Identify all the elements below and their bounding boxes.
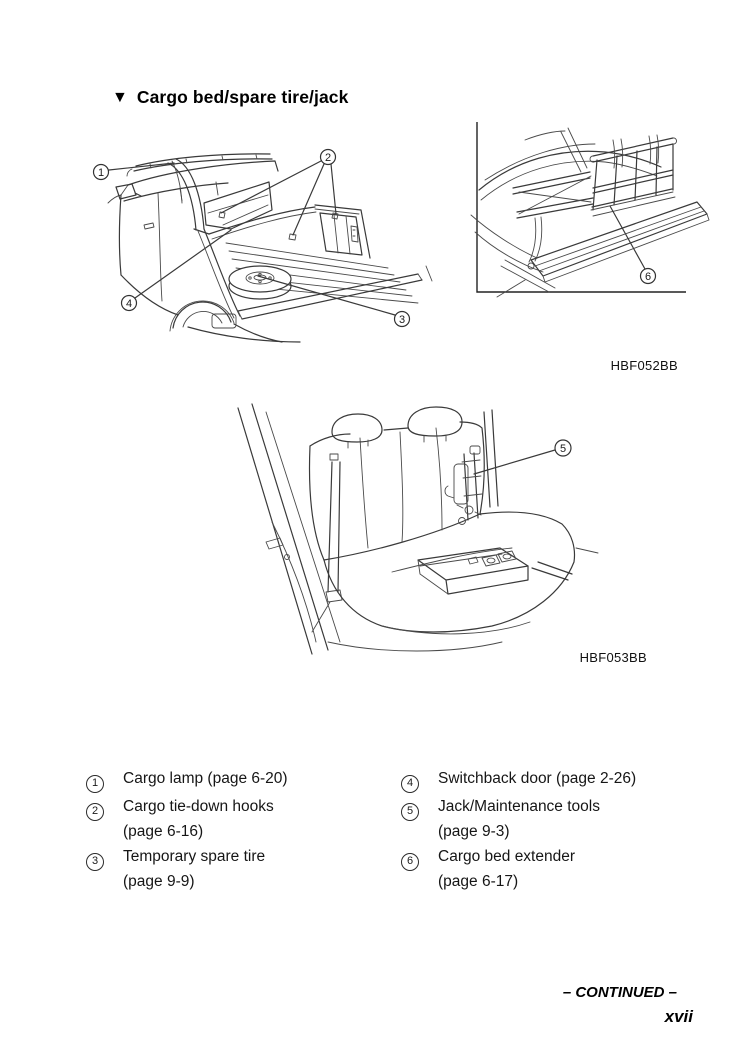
legend-item-tie-down-hooks <box>86 794 401 844</box>
inset-border <box>477 122 686 292</box>
legend <box>86 766 692 894</box>
legend-text: (page 9-9) <box>123 873 195 890</box>
leader-3 <box>258 276 395 315</box>
svg-text:2: 2 <box>324 152 332 164</box>
svg-text:3: 3 <box>398 314 406 326</box>
legend-text: Jack/Maintenance tools <box>438 798 600 815</box>
legend-item-switchback-door <box>401 766 692 794</box>
callout-3 <box>395 312 410 327</box>
vehicle-drawing <box>108 154 432 342</box>
triangle-marker-icon: ▼ <box>112 89 128 106</box>
callout-5 <box>555 440 571 456</box>
legend-item-cargo-lamp <box>86 766 401 794</box>
bed-extender-drawing <box>471 128 709 297</box>
circled-number-2: 2 <box>86 803 104 821</box>
continued-marker: – CONTINUED – <box>562 984 677 1001</box>
circled-number-4: 4 <box>401 775 419 793</box>
svg-text:1: 1 <box>97 167 105 179</box>
legend-text: Switchback door (page 2-26) <box>438 770 637 787</box>
legend-text: (page 6-17) <box>438 873 519 890</box>
legend-text: (page 9-3) <box>438 823 510 840</box>
legend-text: Cargo lamp (page 6-20) <box>123 770 288 787</box>
legend-text: Temporary spare tire <box>123 848 266 865</box>
circled-number-3: 3 <box>86 853 104 871</box>
figure-label-hbf052bb: HBF052BB <box>610 358 678 373</box>
figure-bed-extender-inset <box>465 110 745 300</box>
circled-number-5: 5 <box>401 803 419 821</box>
figure-cargo-bed <box>88 133 450 348</box>
legend-item-bed-extender <box>401 844 692 894</box>
callout-6 <box>641 269 656 284</box>
jack-tools <box>445 446 482 525</box>
legend-text: (page 6-16) <box>123 823 204 840</box>
svg-text:5: 5 <box>559 443 567 455</box>
armrest-cupholders <box>418 548 528 594</box>
svg-text:4: 4 <box>125 298 133 310</box>
leader-4 <box>135 230 231 298</box>
callout-1 <box>94 165 109 180</box>
callout-2 <box>321 150 336 165</box>
legend-column-left <box>86 766 401 894</box>
legend-item-jack-tools <box>401 794 692 844</box>
page-number: xvii <box>664 1007 693 1026</box>
figure-label-hbf053bb: HBF053BB <box>579 650 647 665</box>
section-title: Cargo bed/spare tire/jack <box>136 87 349 107</box>
leader-2 <box>221 161 336 235</box>
section-header <box>112 87 348 108</box>
svg-text:6: 6 <box>644 271 652 283</box>
figure-rear-seat <box>232 402 600 660</box>
circled-number-1: 1 <box>86 775 104 793</box>
circled-number-6: 6 <box>401 853 419 871</box>
legend-text: Cargo tie-down hooks <box>123 798 274 815</box>
callout-4 <box>122 296 137 311</box>
legend-item-spare-tire <box>86 844 401 894</box>
legend-text: Cargo bed extender <box>438 848 576 865</box>
rear-seat-drawing <box>238 404 598 654</box>
legend-column-right <box>401 766 692 894</box>
